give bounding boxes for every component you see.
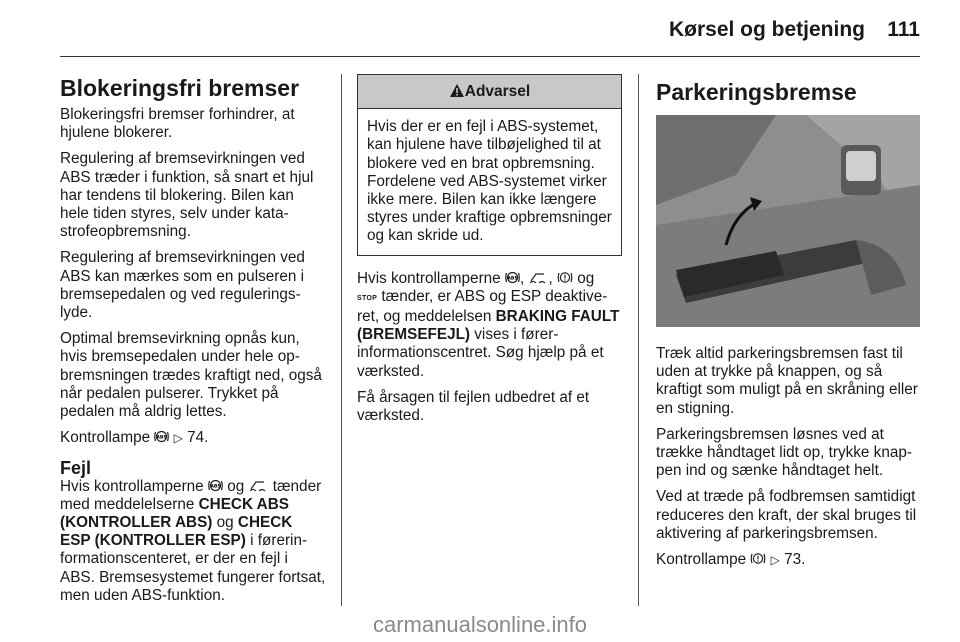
- cross-reference: [656, 551, 920, 569]
- message-check-esp: CHECK ESP (KONTROLLER ESP): [60, 514, 293, 550]
- ref-arrow-icon: ▷: [770, 553, 780, 568]
- message-braking-fault: BRAKING FAULT (BREMSEFEJL): [357, 308, 620, 344]
- paragraph-deactivated: Hvis kontrollamperne ABS , , og STOP tænder, er ABS og ESP deaktiveret, og meddelelsen BRAKING FAULT (BREMSEFEJL) vises i førerinformationscentret. Søg hjælp på et værksted.: [357, 269, 620, 380]
- stop-icon: STOP: [357, 294, 378, 302]
- text: vises i førerinformationscentret. Søg hjælp på et værksted.: [357, 326, 604, 380]
- ref-label: Kontrollampe: [60, 429, 151, 447]
- warning-header: [358, 75, 621, 109]
- column-warning: [357, 74, 622, 433]
- ref-page-link[interactable]: 73.: [784, 551, 806, 569]
- text: og: [577, 269, 595, 287]
- column-parking-brake: [656, 74, 920, 577]
- column-divider-1: [341, 74, 342, 606]
- cross-reference: [60, 429, 326, 447]
- parking-brake-photo: [656, 115, 920, 327]
- brake-warning-icon: [750, 552, 766, 565]
- message-check-abs: CHECK ABS (KONTROLLER ABS): [60, 495, 289, 532]
- esp-icon: [248, 479, 268, 492]
- ref-label: Kontrollampe: [656, 551, 747, 569]
- warning-triangle-icon: [449, 83, 465, 98]
- ref-page-link[interactable]: 74.: [187, 429, 209, 447]
- column-abs: [60, 74, 326, 613]
- column-divider-2: [638, 74, 639, 606]
- text: og: [227, 477, 245, 495]
- page-number: 111: [887, 18, 920, 41]
- warning-body: Hvis der er en fejl i ABS-systemet, kan hjulene have tilbøjelighed til at blokere ved en brat opbremsning. Fordelene ved ABS-systemet virker ikke mere. Bilen kan ikke længere styres under kraftige opbremsninger og kan skride ud.: [367, 118, 612, 245]
- abs-warning-icon: [505, 271, 520, 284]
- paragraph-fault: [60, 478, 326, 605]
- paragraph: Ved at træde på fodbremsen samtidigt reduceres den kraft, der skal bruges til aktivering af parkeringsbremsen.: [656, 488, 917, 542]
- abs-warning-icon: [208, 479, 223, 492]
- header-rule: [60, 56, 920, 57]
- svg-text:ABS: ABS: [507, 275, 518, 281]
- running-header-title: Kørsel og betjening: [668, 18, 865, 41]
- paragraph: Blokeringsfri bremser forhindrer, at hjulene blokerer.: [60, 106, 295, 142]
- esp-icon: [528, 271, 548, 284]
- paragraph: Træk altid parkeringsbremsen fast til uden at trykke på knappen, og så kraftigt som muligt på en skråning eller en stigning.: [656, 345, 918, 417]
- text: Hvis kontrollamperne: [357, 269, 501, 287]
- text: Hvis kontrollamperne: [60, 477, 204, 495]
- brake-warning-icon: [557, 271, 573, 284]
- parking-brake-illustration: [656, 115, 920, 327]
- warning-box: [357, 74, 622, 256]
- svg-text:ABS: ABS: [156, 435, 168, 441]
- svg-text:ABS: ABS: [210, 483, 221, 489]
- paragraph: Optimal bremsevirkning opnås kun, hvis bremsepedalen under hele opbremsningen trædes kraftigt ned, også når pedalen pulserer. Trykket på pedalen må aldrig lettes.: [60, 330, 322, 421]
- paragraph: Regulering af bremsevirkningen ved ABS træder i funktion, så snart et hjul har tendens til blokering. Bilen kan hele tiden styres, selv under katastrofeopbremsning.: [60, 150, 314, 241]
- section-heading-abs: Blokeringsfri bremser: [60, 75, 300, 101]
- abs-warning-icon: [154, 430, 169, 443]
- paragraph: Regulering af bremsevirkningen ved ABS kan mærkes som en pulseren i bremsepedalen og ved reguleringslyde.: [60, 249, 305, 322]
- text: tænder med meddelelserne: [60, 477, 322, 513]
- section-heading-parking-brake: Parkeringsbremse: [656, 79, 857, 105]
- paragraph: Få årsagen til fejlen udbedret af et værksted.: [357, 388, 590, 425]
- footer-watermark: carmanualsonline.info: [372, 612, 588, 637]
- ref-arrow-icon: ▷: [173, 431, 183, 446]
- warning-title: Advarsel: [464, 83, 531, 100]
- text: tænder, er ABS og ESP deaktiveret, og meddelelsen: [357, 287, 608, 326]
- paragraph: Parkeringsbremsen løsnes ved at trække håndtaget lidt op, trykke knappen ind og sænke håndtaget helt.: [656, 425, 912, 480]
- text: i førerinformationscenteret, er der en fejl i ABS. Bremsesystemet fungerer fortsat, men uden ABS-funktion.: [60, 532, 326, 604]
- subheading-fault: Fejl: [60, 457, 92, 478]
- text: og: [216, 514, 234, 532]
